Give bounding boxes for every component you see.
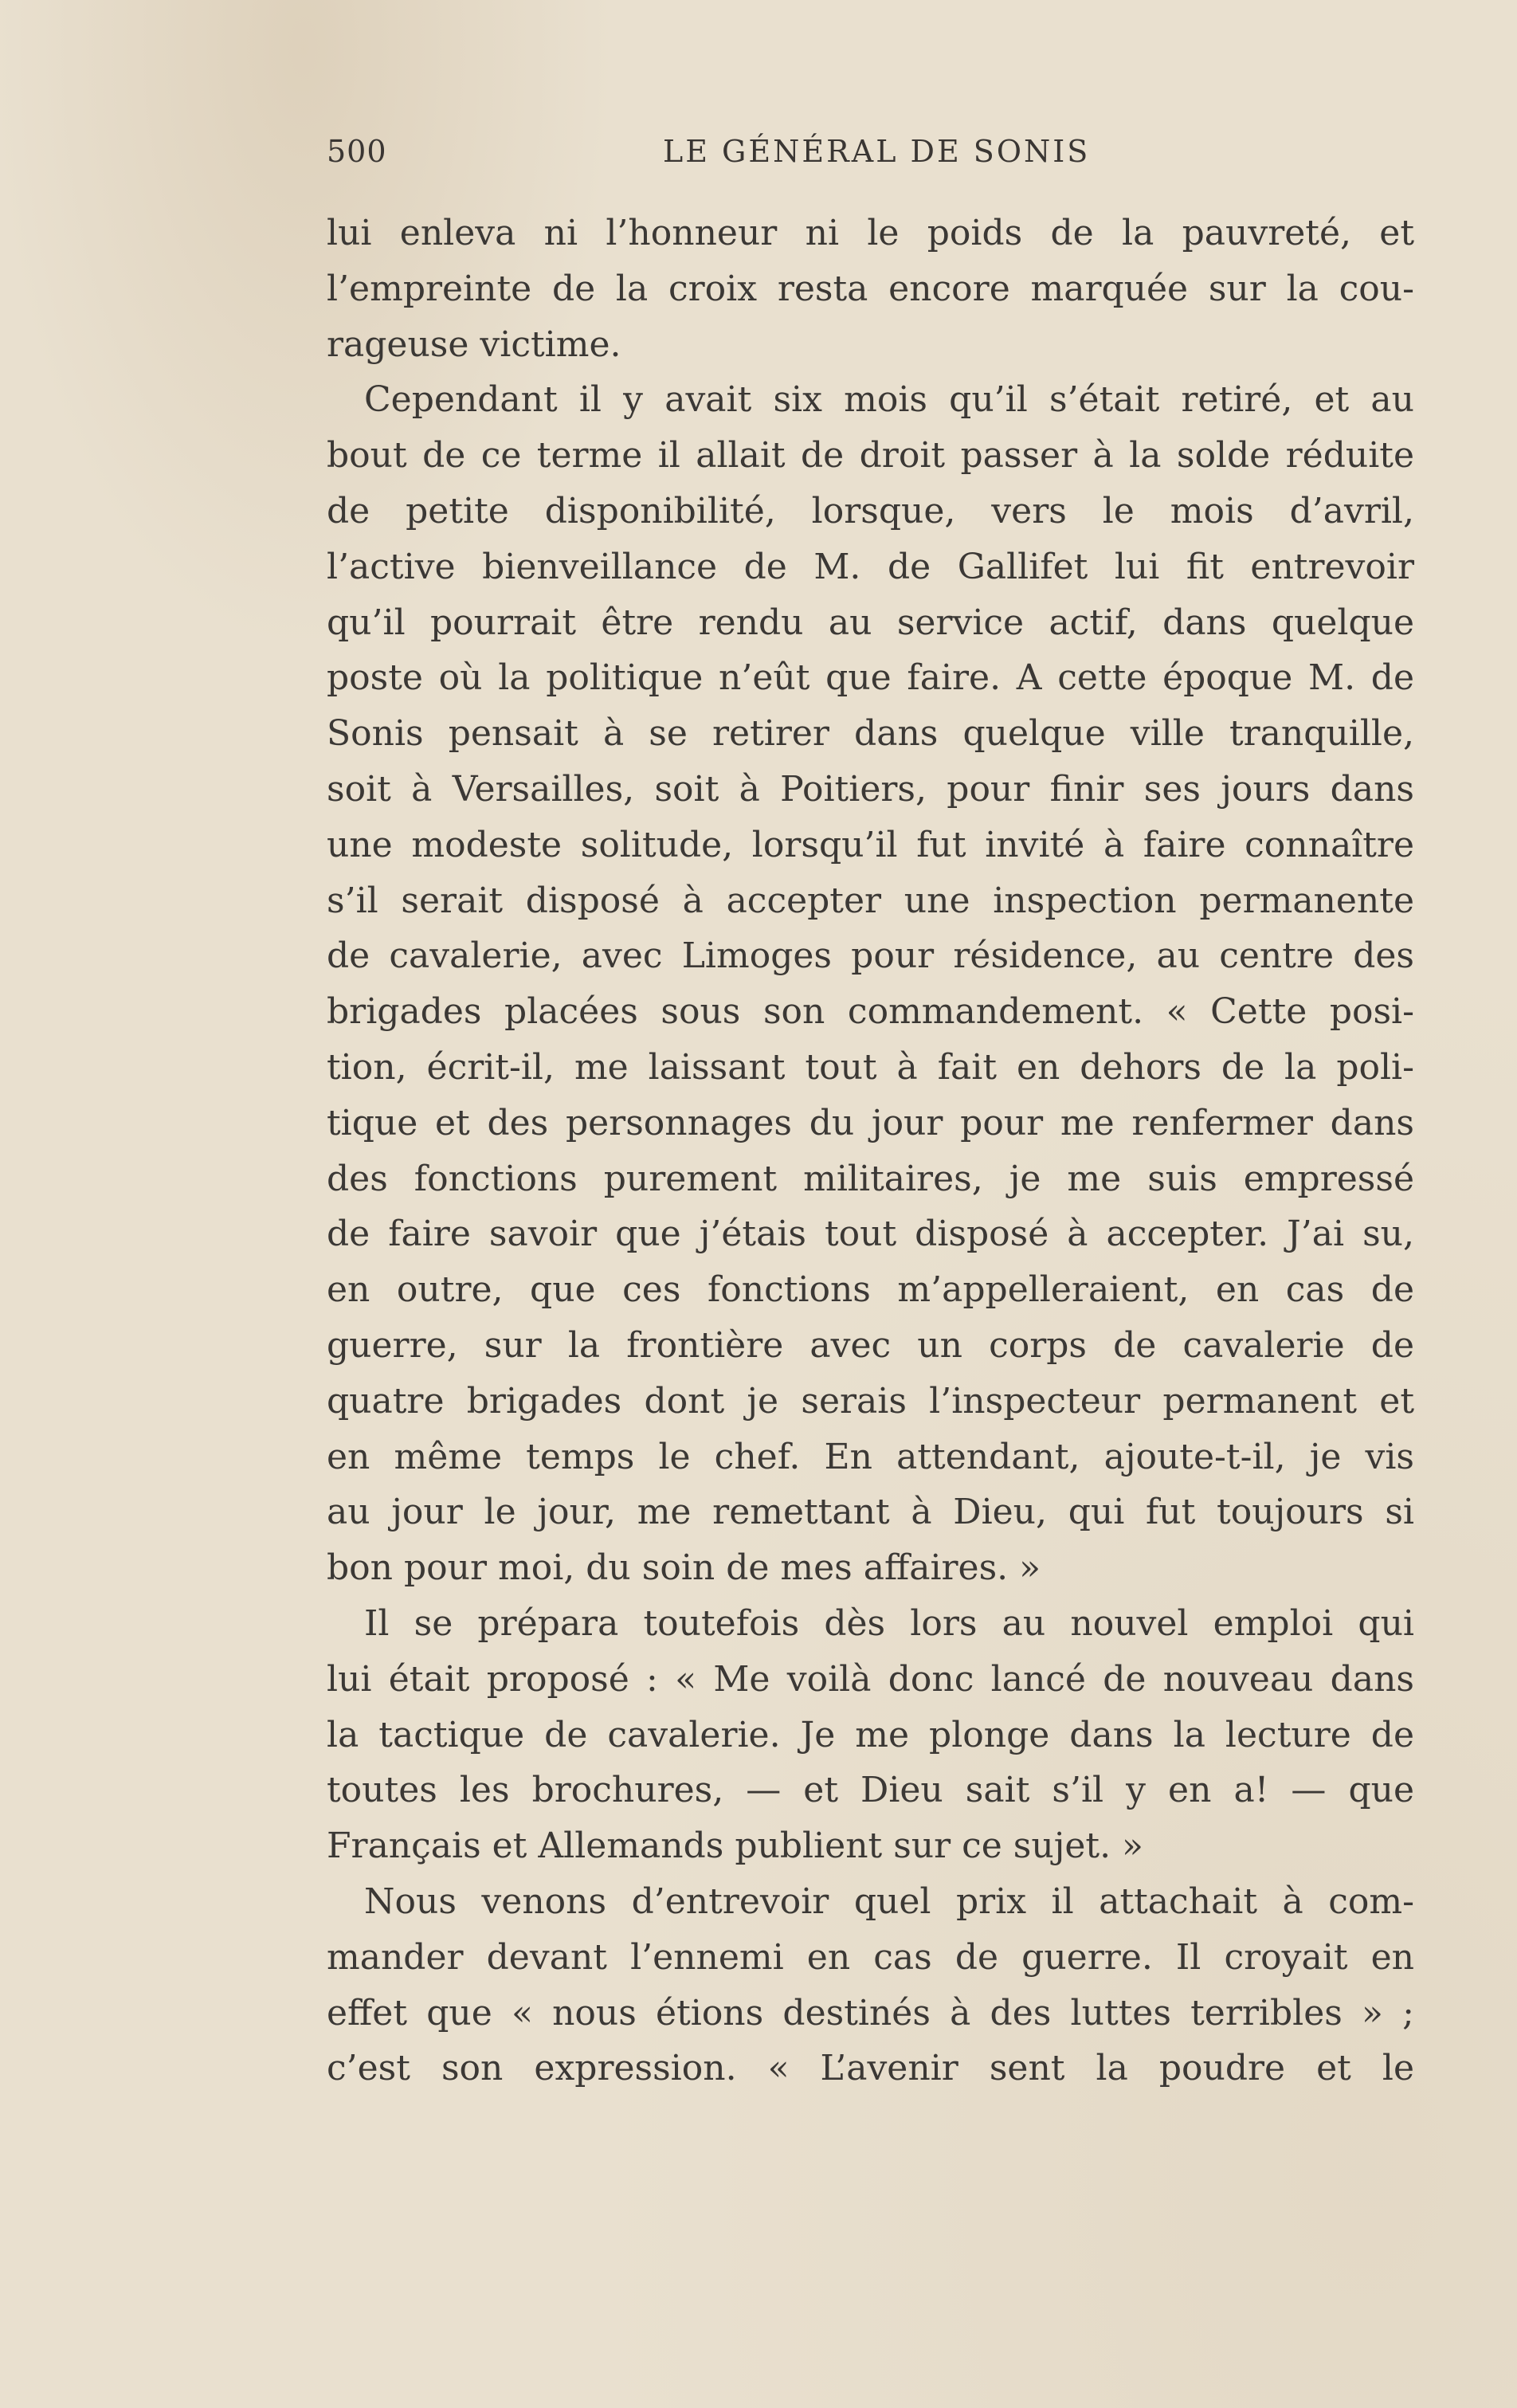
text-line: Il se prépara toutefois dès lors au nouvel emploi qui (364, 1602, 1414, 1644)
text-line: effet que « nous étions destinés à des luttes terribles » ; (327, 1992, 1414, 2033)
text-line: c’est son expression. « L’avenir sent la poudre et le (327, 2048, 1414, 2089)
text-line: quatre brigades dont je serais l’inspecteur permanent et (327, 1380, 1414, 1422)
text-line: de petite disponibilité, lorsque, vers le mois d’avril, (327, 490, 1414, 531)
text-line: Nous venons d’entrevoir quel prix il attachait à com- (364, 1881, 1414, 1922)
text-line: une modeste solitude, lorsqu’il fut invité à faire connaître (327, 824, 1414, 865)
text-line: lui était proposé : « Me voilà donc lancé de nouveau dans (327, 1658, 1414, 1700)
text-line: s’il serait disposé à accepter une inspection permanente (327, 880, 1414, 921)
text-line: toutes les brochures, — et Dieu sait s’il y en a! — que (327, 1770, 1414, 1811)
text-line: de cavalerie, avec Limoges pour résidence, au centre des (327, 935, 1414, 977)
text-line: Cependant il y avait six mois qu’il s’était retiré, et au (364, 379, 1414, 421)
text-line: au jour le jour, me remettant à Dieu, qui fut toujours si (327, 1492, 1414, 1533)
text-line: en outre, que ces fonctions m’appelleraient, en cas de (327, 1269, 1414, 1311)
text-line: l’empreinte de la croix resta encore marquée sur la cou- (327, 268, 1414, 309)
text-line: soit à Versailles, soit à Poitiers, pour finir ses jours dans (327, 768, 1414, 810)
page-header (327, 134, 1414, 175)
text-line: bout de ce terme il allait de droit passer à la solde réduite (327, 435, 1414, 477)
text-line: l’active bienveillance de M. de Gallifet lui fit entrevoir (327, 546, 1414, 587)
body-text (327, 206, 1414, 2096)
text-line: bon pour moi, du soin de mes affaires. » (327, 1547, 1041, 1589)
text-line: mander devant l’ennemi en cas de guerre. Il croyait en (327, 1936, 1414, 1978)
text-line: rageuse victime. (327, 324, 621, 365)
text-line: des fonctions purement militaires, je me suis empressé (327, 1158, 1414, 1199)
text-line: Français et Allemands publient sur ce sujet. » (327, 1826, 1143, 1867)
text-line: poste où la politique n’eût que faire. A cette époque M. de (327, 657, 1414, 699)
text-line: en même temps le chef. En attendant, ajoute-t-il, je vis (327, 1436, 1414, 1477)
page-number: 500 (327, 134, 387, 169)
text-line: la tactique de cavalerie. Je me plonge dans la lecture de (327, 1714, 1414, 1755)
text-line: tion, écrit-il, me laissant tout à fait en dehors de la poli- (327, 1046, 1414, 1088)
running-title: LE GÉNÉRAL DE SONIS (663, 134, 1091, 169)
text-line: tique et des personnages du jour pour me renfermer dans (327, 1102, 1414, 1143)
text-line: de faire savoir que j’étais tout disposé à accepter. J’ai su, (327, 1214, 1414, 1255)
text-line: Sonis pensait à se retirer dans quelque ville tranquille, (327, 713, 1414, 755)
text-line: lui enleva ni l’honneur ni le poids de la pauvreté, et (327, 213, 1414, 253)
text-line: brigades placées sous son commandement. « Cette posi- (327, 991, 1414, 1033)
text-line: guerre, sur la frontière avec un corps de cavalerie de (327, 1324, 1414, 1366)
text-line: qu’il pourrait être rendu au service actif, dans quelque (327, 602, 1414, 643)
